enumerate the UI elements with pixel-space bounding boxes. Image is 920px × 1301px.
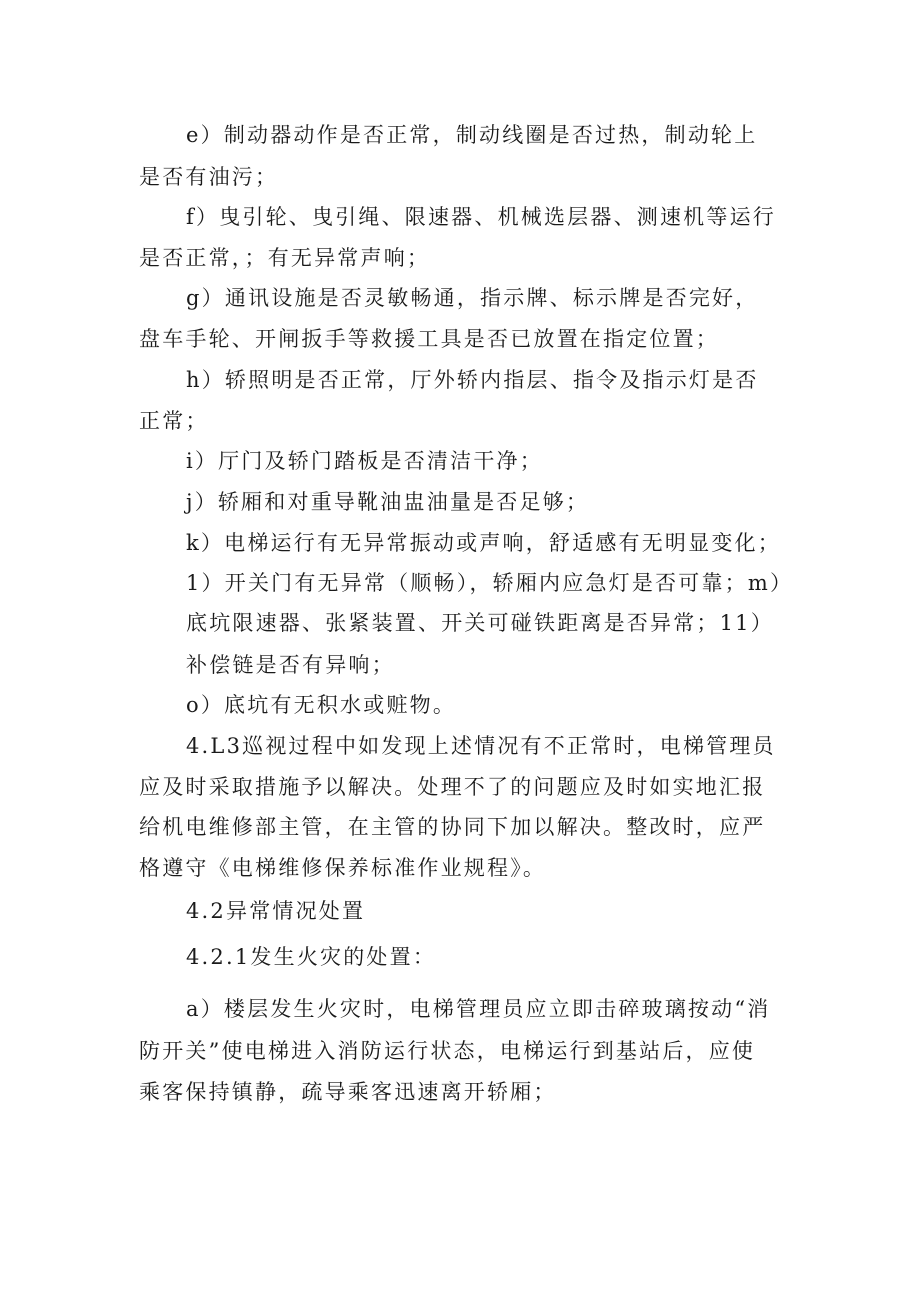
text-line: j）轿厢和对重导靴油盅油量是否足够； — [186, 490, 590, 514]
text-line: i）厅门及轿门踏板是否清洁干净； — [186, 449, 543, 473]
text-line: 是否有油污； — [139, 165, 279, 189]
text-line: k）电梯运行有无异常振动或声响，舒适感有无明显变化； — [186, 531, 781, 555]
text-line: 补偿链是否有异响； — [186, 653, 395, 677]
text-line: 底坑限速器、张紧装置、开关可碰铁距离是否异常；11） — [186, 611, 774, 635]
text-line: 乘客保持镇静，疏导乘客迅速离开轿厢； — [139, 1080, 557, 1104]
text-line: o）底坑有无积水或赃物。 — [186, 693, 457, 717]
text-line: 4.L3巡视过程中如发现上述情况有不正常时，电梯管理员 — [186, 734, 776, 758]
text-line: h）轿照明是否正常，厅外轿内指层、指令及指示灯是否 — [186, 368, 759, 392]
text-line: 正常； — [139, 409, 209, 433]
text-line: 格遵守《电梯维修保养标准作业规程》。 — [139, 856, 547, 880]
subsection-heading: 4.2.1发生火灾的处置： — [186, 945, 437, 969]
text-line: a）楼层发生火灾时，电梯管理员应立即击碎玻璃按动“消 — [186, 997, 771, 1021]
section-heading: 4.2异常情况处置 — [186, 899, 366, 923]
text-line: f）曳引轮、曳引绳、限速器、机械选层器、测速机等运行 — [186, 205, 776, 229]
text-line: 盘车手轮、开闸扳手等救援工具是否已放置在指定位置； — [139, 327, 719, 351]
text-line: 应及时采取措施予以解决。处理不了的问题应及时如实地汇报 — [139, 775, 766, 799]
text-line: 防开关”使电梯进入消防运行状态，电梯运行到基站后，应使 — [139, 1039, 756, 1063]
text-line: e）制动器动作是否正常，制动线圈是否过热，制动轮上 — [186, 123, 758, 147]
text-line: g）通讯设施是否灵敏畅通，指示牌、标示牌是否完好， — [186, 286, 759, 310]
text-line: 给机电维修部主管，在主管的协同下加以解决。整改时，应严 — [139, 815, 766, 839]
text-line: 是否正常，；有无异常声响； — [139, 246, 431, 270]
text-line: 1）开关门有无异常（顺畅），轿厢内应急灯是否可靠；m） — [186, 571, 794, 595]
